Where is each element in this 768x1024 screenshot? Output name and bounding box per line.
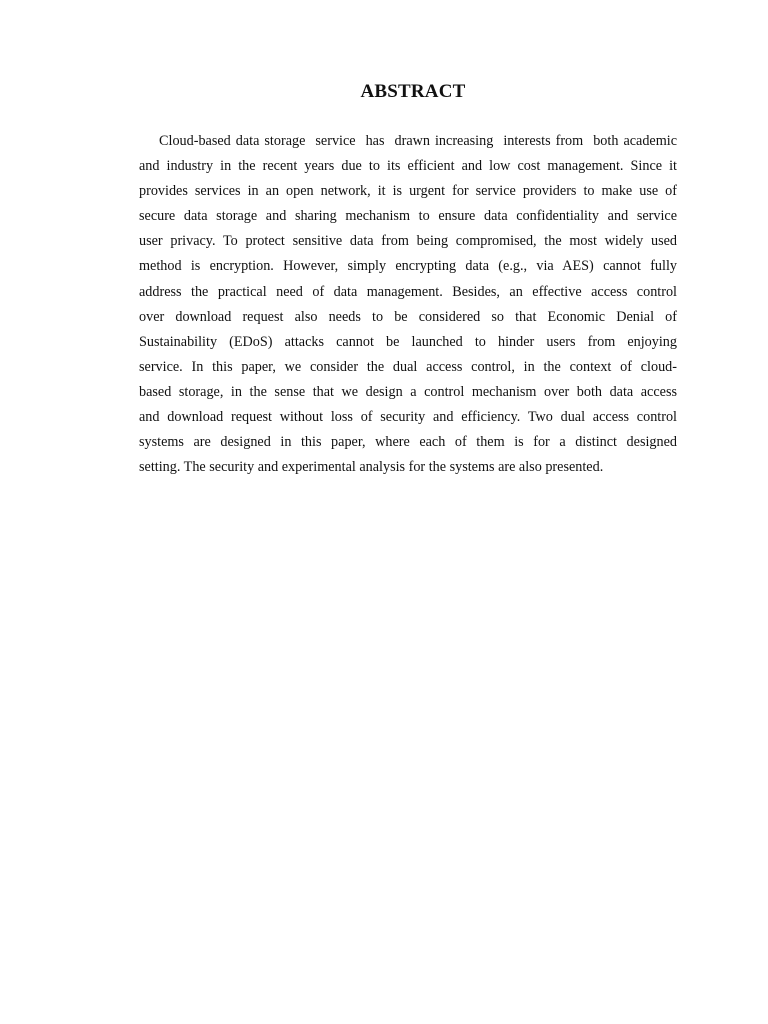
abstract-line: Cloud-based data storage service has drawn increasing interests from both academic [139, 133, 677, 149]
abstract-heading: ABSTRACT [360, 81, 466, 102]
abstract-line: and download request without loss of security and efficiency. Two dual access control [139, 409, 677, 426]
abstract-line: user privacy. To protect sensitive data from being compromised, the most widely used [139, 233, 677, 250]
abstract-line: provides services in an open network, it is urgent for service providers to make use of [139, 183, 677, 200]
abstract-line: setting. The security and experimental analysis for the systems are also presented. [139, 459, 604, 476]
abstract-line: secure data storage and sharing mechanism to ensure data confidentiality and service [139, 208, 677, 225]
abstract-paragraph [139, 129, 677, 480]
abstract-line: Sustainability (EDoS) attacks cannot be launched to hinder users from enjoying [139, 333, 677, 350]
abstract-line: method is encryption. However, simply encrypting data (e.g., via AES) cannot fully [139, 258, 677, 275]
abstract-line: based storage, in the sense that we design a control mechanism over both data access [139, 383, 677, 400]
abstract-line: service. In this paper, we consider the dual access control, in the context of cloud- [139, 358, 677, 375]
abstract-line: over download request also needs to be considered so that Economic Denial of [139, 308, 677, 325]
abstract-line: systems are designed in this paper, where each of them is for a distinct designed [139, 434, 677, 451]
abstract-line: and industry in the recent years due to its efficient and low cost management. Since it [139, 158, 677, 175]
abstract-line: address the practical need of data management. Besides, an effective access control [139, 283, 677, 300]
